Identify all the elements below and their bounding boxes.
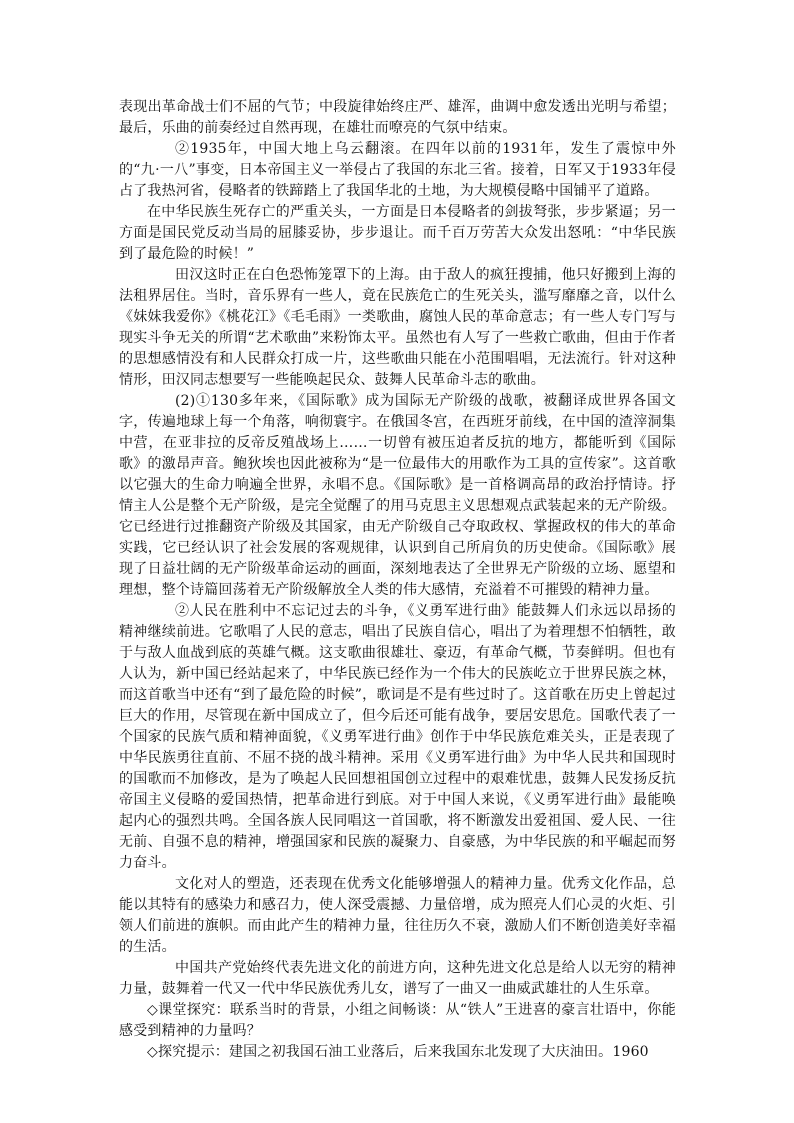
paragraph-3: 在中华民族生死存亡的严重关头，一方面是日本侵略者的剑拔弩张，步步紧逼；另一方面是国民党反动当局的屈膝妥协，步步退让。而千百万劳苦大众发出怒吼：“中华民族到了最危险的时候！” xyxy=(119,204,676,262)
paragraph-5: (2)①130多年来，《国际歌》成为国际无产阶级的战歌，被翻译成世界各国文字，传遍地球上每一个角落，响彻寰宇。在俄国冬宫，在西班牙前线，在中国的渣滓洞集中营，在亚非拉的反帝反殖战场上……一切曾有被压迫者反抗的地方，都能听到《国际歌》的激昂声音。鲍狄埃也因此被称为“是一位最伟大的用歌作为工具的宣传家”。这首歌以它强大的生命力响遍全世界，永唱不息。《国际歌》是一首格调高昂的政治抒情诗。抒情主人公是整个无产阶级，是完全觉醒了的用马克思主义思想观点武装起来的无产阶级。它已经进行过推翻资产阶级及其国家，由无产阶级自己夺取政权、掌握政权的伟大的革命实践，它已经认识了社会发展的客观规律，认识到自己所肩负的历史使命。《国际歌》展现了日益壮阔的无产阶级革命运动的画面，深刻地表达了全世界无产阶级的立场、愿望和理想，整个诗篇回荡着无产阶级解放全人类的伟大感情，充溢着不可摧毁的精神力量。 xyxy=(119,393,676,598)
paragraph-8: 中国共产党始终代表先进文化的前进方向，这种先进文化总是给人以无穷的精神力量，鼓舞着一代又一代中华民族优秀儿女，谱写了一曲又一曲威武雄壮的人生乐章。 xyxy=(119,960,676,997)
paragraph-10: ◇探究提示：建国之初我国石油工业落后，后来我国东北发现了大庆油田。1960 xyxy=(147,1044,649,1060)
document-page xyxy=(119,97,676,1063)
paragraph-6: ②人民在胜利中不忘记过去的斗争，《义勇军进行曲》能鼓舞人们永远以昂扬的精神继续前进。它歌唱了人民的意志，唱出了民族自信心，唱出了为着理想不怕牺牲，敢于与敌人血战到底的英雄气概。这支歌曲很雄壮、豪迈，有革命气概，节奏鲜明。但也有人认为，新中国已经站起来了，中华民族已经作为一个伟大的民族屹立于世界民族之林，而这首歌当中还有“到了最危险的时候”，歌词是不是有些过时了。这首歌在历史上曾起过巨大的作用，尽管现在新中国成立了，但今后还可能有战争，要居安思危。国歌代表了一个国家的民族气质和精神面貌，《义勇军进行曲》创作于中华民族危难关头，正是表现了中华民族勇往直前、不屈不挠的战斗精神。采用《义勇军进行曲》为中华人民共和国现时的国歌而不加修改，是为了唤起人民回想祖国创立过程中的艰难忧患，鼓舞人民发扬反抗帝国主义侵略的爱国热情，把革命进行到底。对于中国人来说，《义勇军进行曲》最能唤起内心的强烈共鸣。全国各族人民同唱这一首国歌，将不断激发出爱祖国、爱人民、一往无前、自强不息的精神，增强国家和民族的凝聚力、自豪感，为中华民族的和平崛起而努力奋斗。 xyxy=(119,603,676,871)
paragraph-4: 田汉这时正在白色恐怖笼罩下的上海。由于敌人的疯狂搜捕，他只好搬到上海的法租界居住。当时，音乐界有一些人，竟在民族危亡的生死关头，滥写靡靡之音，以什么《妹妹我爱你》《桃花江》《毛毛雨》一类歌曲，腐蚀人民的革命意志；有一些人专门写与现实斗争无关的所谓“艺术歌曲”来粉饰太平。虽然也有人写了一些救亡歌曲，但由于作者的思想感情没有和人民群众打成一片，这些歌曲只能在小范围唱唱，无法流行。针对这种情形，田汉同志想要写一些能唤起民众、鼓舞人民革命斗志的歌曲。 xyxy=(119,267,676,388)
paragraph-2: ②1935年，中国大地上乌云翻滚。在四年以前的1931年，发生了震惊中外的“九·一八”事变，日本帝国主义一举侵占了我国的东北三省。接着，日军又于1933年侵占了我热河省，侵略者的铁蹄踏上了我国华北的土地，为大规模侵略中国铺平了道路。 xyxy=(119,141,676,199)
paragraph-7: 文化对人的塑造，还表现在优秀文化能够增强人的精神力量。优秀文化作品，总能以其特有的感染力和感召力，使人深受震撼、力量倍增，成为照亮人们心灵的火炬、引领人们前进的旗帜。而由此产生的精神力量，往往历久不衰，激励人们不断创造美好幸福的生活。 xyxy=(119,876,676,955)
paragraph-9: ◇课堂探究：联系当时的背景，小组之间畅谈：从“铁人”王进喜的豪言壮语中，你能感受到精神的力量吗？ xyxy=(119,1002,676,1039)
paragraph-1: 表现出革命战士们不屈的气节；中段旋律始终庄严、雄浑，曲调中愈发透出光明与希望；最后，乐曲的前奏经过自然再现，在雄壮而嘹亮的气氛中结束。 xyxy=(119,99,676,136)
